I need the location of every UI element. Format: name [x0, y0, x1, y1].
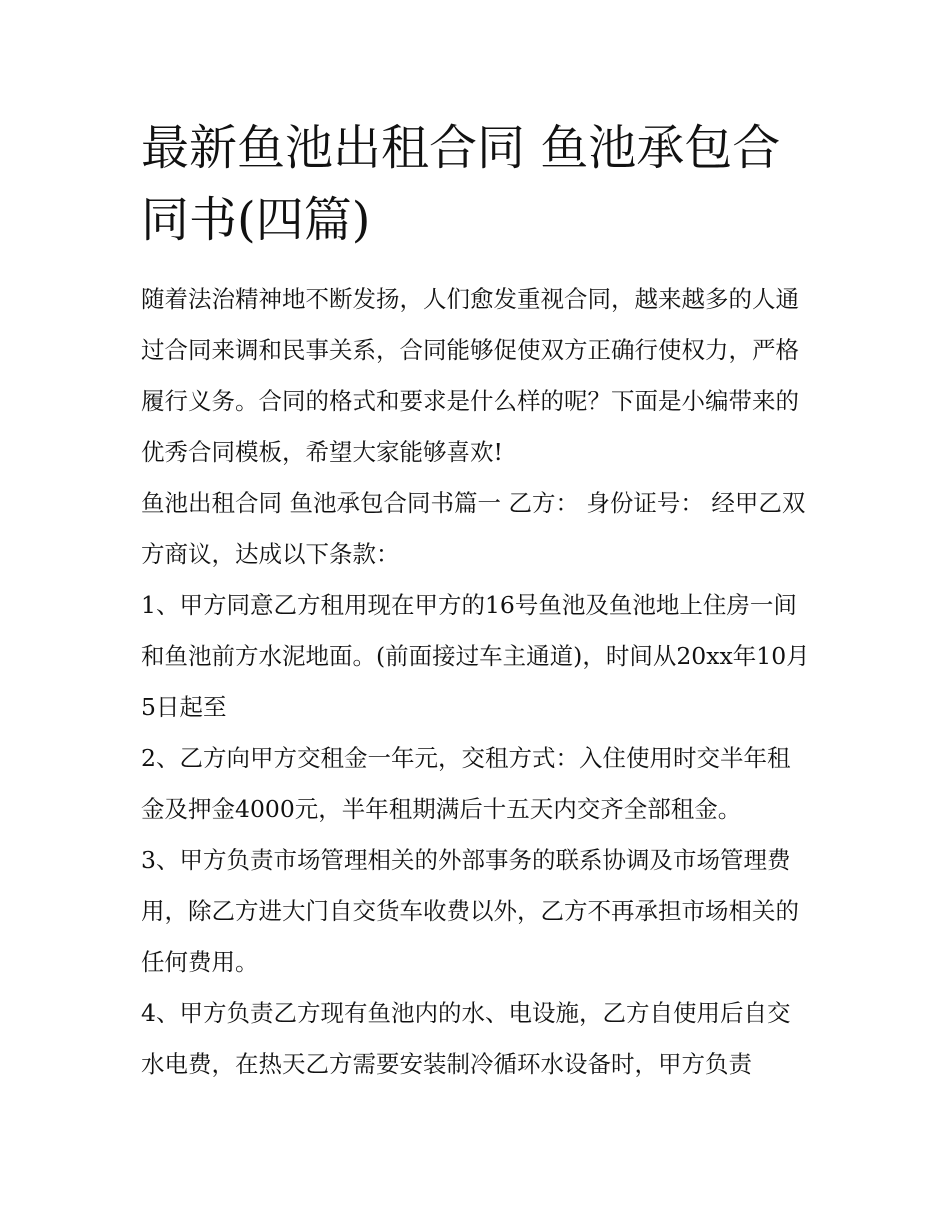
document-page — [141, 112, 813, 1090]
document-body — [141, 274, 813, 1090]
clause-3: 3、甲方负责市场管理相关的外部事务的联系协调及市场管理费用，除乙方进大门自交货车收费以外，乙方不再承担市场相关的任何费用。 — [141, 846, 799, 976]
clause-2: 2、乙方向甲方交租金一年元，交租方式：入住使用时交半年租金及押金4000元，半年租期满后十五天内交齐全部租金。 — [141, 744, 791, 823]
section-heading-paragraph: 鱼池出租合同 鱼池承包合同书篇一 乙方： 身份证号： 经甲乙双方商议，达成以下条款： — [141, 489, 806, 568]
clause-1: 1、甲方同意乙方租用现在甲方的16号鱼池及鱼池地上住房一间和鱼池前方水泥地面。(前面接过车主通道)，时间从20xx年10月5日起至 — [141, 591, 810, 721]
document-title: 最新鱼池出租合同 鱼池承包合同书(四篇) — [141, 120, 781, 248]
intro-paragraph: 随着法治精神地不断发扬，人们愈发重视合同，越来越多的人通过合同来调和民事关系，合同能够促使双方正确行使权力，严格履行义务。合同的格式和要求是什么样的呢？下面是小编带来的优秀合同模板，希望大家能够喜欢! — [141, 285, 799, 466]
clause-4: 4、甲方负责乙方现有鱼池内的水、电设施，乙方自使用后自交水电费，在热天乙方需要安装制冷循环水设备时，甲方负责 — [141, 999, 791, 1078]
